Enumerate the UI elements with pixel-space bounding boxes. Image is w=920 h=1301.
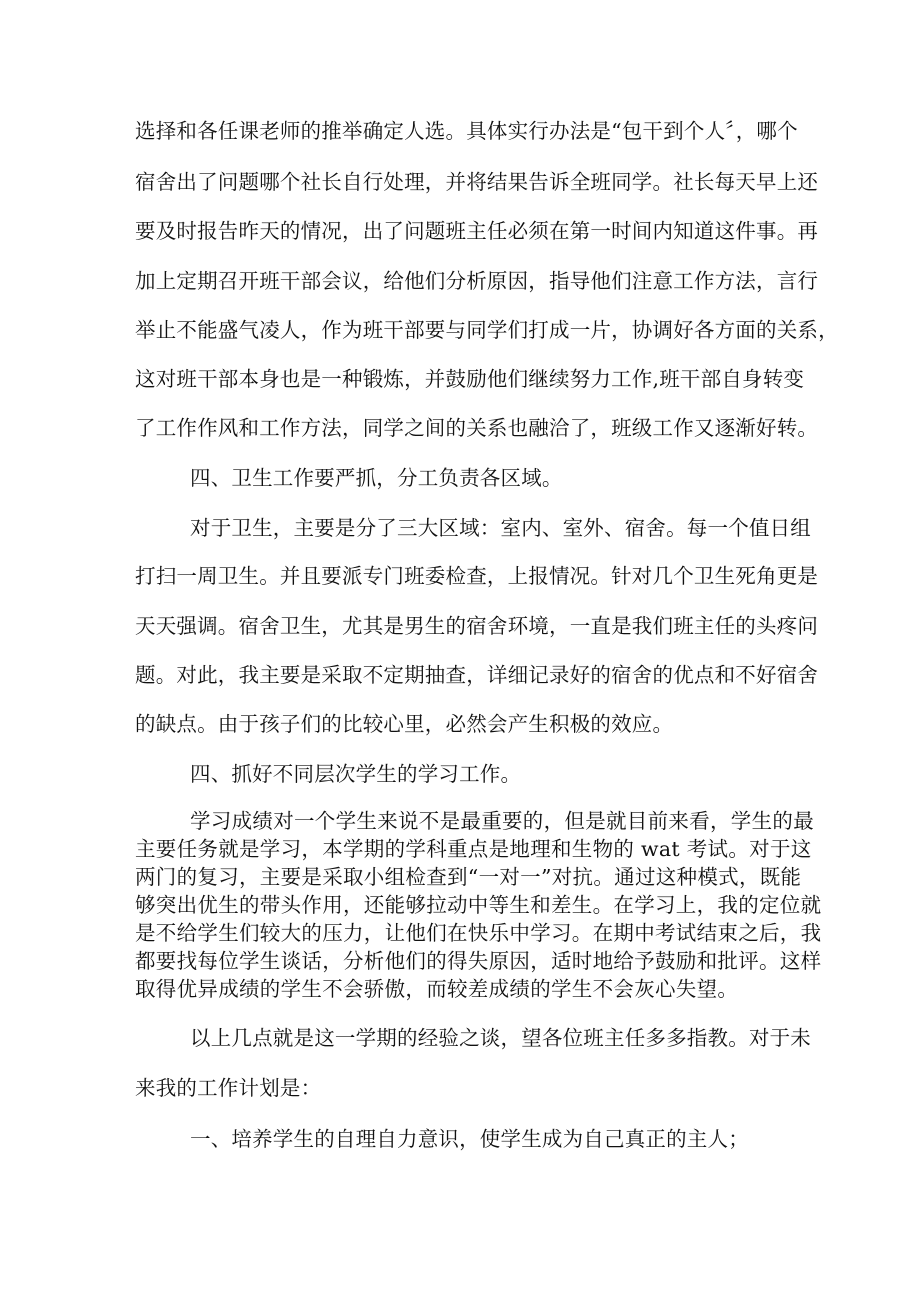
paragraph-line: 都要找每位学生谈话，分析他们的得失原因，适时地给予鼓励和批评。这样	[135, 949, 822, 973]
paragraph-line: 打扫一周卫生。并且要派专门班委检查，上报情况。针对几个卫生死角更是	[135, 564, 819, 588]
paragraph-line: 的缺点。由于孩子们的比较心里，必然会产生积极的效应。	[135, 712, 674, 736]
paragraph-line: 够突出优生的带头作用，还能够拉动中等生和差生。在学习上，我的定位就	[135, 893, 822, 917]
paragraph-line: 题。对此，我主要是采取不定期抽查，详细记录好的宿舍的优点和不好宿舍	[135, 663, 819, 687]
paragraph-line: 加上定期召开班干部会议，给他们分析原因，指导他们注意工作方法，言行	[135, 269, 819, 293]
paragraph-line: 选择和各任课老师的推举确定人选。具体实行办法是“包干到个人〞，哪个	[135, 119, 798, 143]
paragraph-line: 是不给学生们较大的压力，让他们在快乐中学习。在期中考试结束之后，我	[135, 921, 822, 945]
paragraph-line: 了工作作风和工作方法，同学之间的关系也融洽了，班级工作又逐渐好转。	[135, 416, 819, 440]
paragraph-line: 主要任务就是学习，本学期的学科重点是地理和生物的 wat 考试。对于这	[135, 837, 812, 861]
paragraph-line: 对于卫生，主要是分了三大区域：室内、室外、宿舍。每一个值日组	[190, 516, 811, 540]
paragraph-line: 取得优异成绩的学生不会骄傲，而较差成绩的学生不会灰心失望。	[135, 977, 739, 1001]
paragraph-line: 天天强调。宿舍卫生，尤其是男生的宿舍环境，一直是我们班主任的头疼问	[135, 614, 819, 638]
paragraph-line: 要及时报告昨天的情况，出了问题班主任必须在第一时间内知道这件事。再	[135, 219, 819, 243]
paragraph-line: 两门的复习，主要是采取小组检查到“一对一”对抗。通过这种模式，既能	[135, 865, 802, 889]
paragraph-line: 来我的工作计划是：	[135, 1076, 322, 1100]
paragraph-line: 以上几点就是这一学期的经验之谈，望各位班主任多多指教。对于未	[190, 1026, 811, 1050]
paragraph-line: 学习成绩对一个学生来说不是最重要的，但是就目前来看，学生的最	[190, 809, 814, 833]
paragraph-line: 宿舍出了问题哪个社长自行处理，并将结果告诉全班同学。社长每天早上还	[135, 170, 819, 194]
paragraph-line: 举止不能盛气凌人，作为班干部要与同学们打成一片，协调好各方面的关系，	[135, 318, 839, 342]
section-heading-hygiene: 四、卫生工作要严抓，分工负责各区域。	[190, 466, 563, 490]
paragraph-line: 这对班干部本身也是一种锻炼，并鼓励他们继续努力工作,班干部自身转变	[135, 367, 805, 391]
section-heading-study: 四、抓好不同层次学生的学习工作。	[190, 762, 522, 786]
plan-item: 一、培养学生的自理自力意识，使学生成为自己真正的主人；	[190, 1127, 749, 1151]
